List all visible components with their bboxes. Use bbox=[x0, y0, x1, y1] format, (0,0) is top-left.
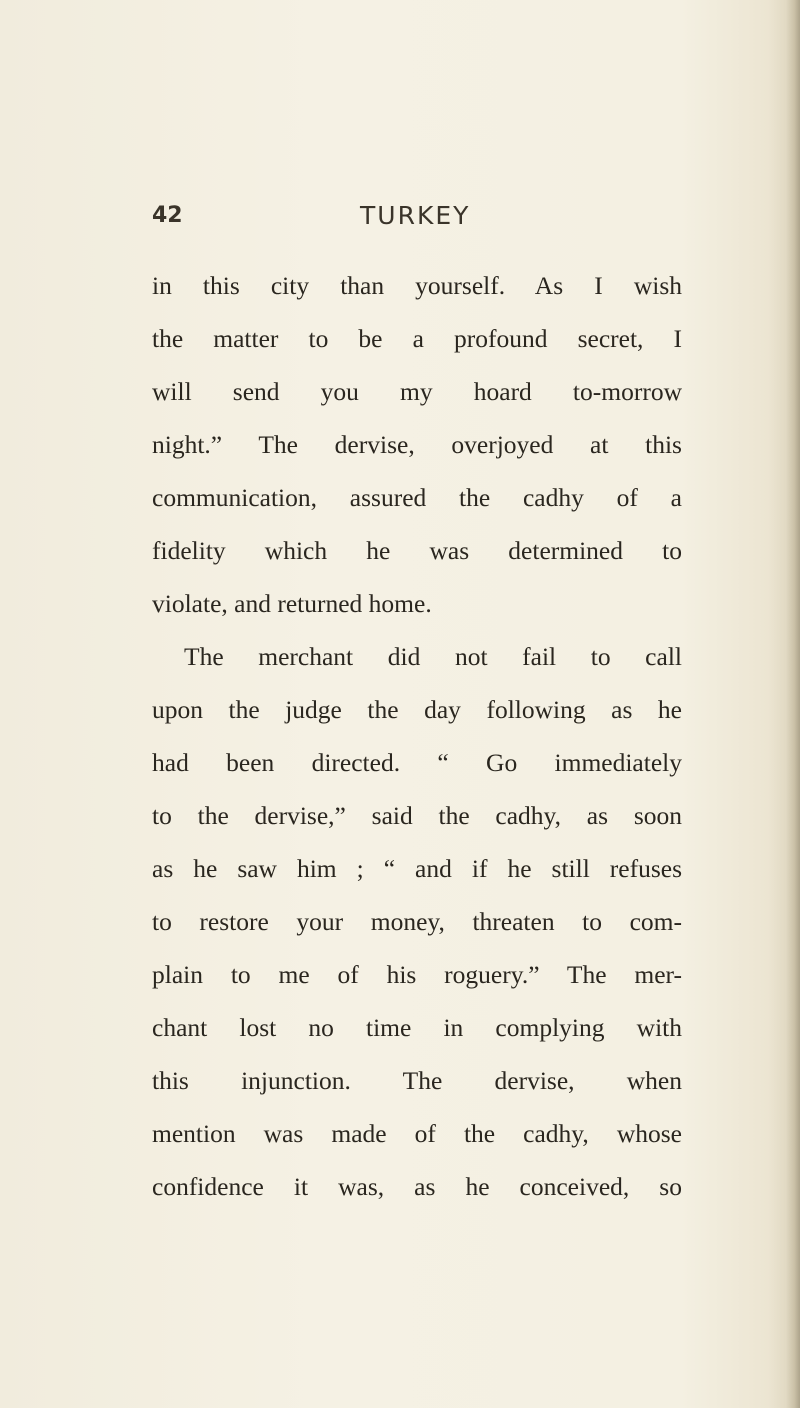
text-line: to restore your money, threaten to com- bbox=[152, 907, 682, 936]
text-line: plain to me of his roguery.” The mer- bbox=[152, 960, 682, 989]
page-header bbox=[152, 203, 672, 243]
text-line: communication, assured the cadhy of a bbox=[152, 483, 682, 512]
text-line: violate, and returned home. bbox=[152, 589, 432, 618]
body-text bbox=[152, 259, 682, 1213]
text-line: as he saw him ; “ and if he still refuses bbox=[152, 854, 682, 883]
text-line: upon the judge the day following as he bbox=[152, 695, 682, 724]
text-line: chant lost no time in complying with bbox=[152, 1013, 682, 1042]
text-line: to the dervise,” said the cadhy, as soon bbox=[152, 801, 682, 830]
running-head: TURKEY bbox=[360, 201, 471, 230]
text-line: confidence it was, as he conceived, so bbox=[152, 1172, 682, 1201]
text-line: fidelity which he was determined to bbox=[152, 536, 682, 565]
text-line: will send you my hoard to-morrow bbox=[152, 377, 682, 406]
text-line: in this city than yourself. As I wish bbox=[152, 271, 682, 300]
page-number: 42 bbox=[152, 203, 183, 228]
page-edge-shadow bbox=[786, 0, 800, 1408]
text-line: the matter to be a profound secret, I bbox=[152, 324, 682, 353]
text-line: had been directed. “ Go immediately bbox=[152, 748, 682, 777]
text-line: night.” The dervise, overjoyed at this bbox=[152, 430, 682, 459]
text-line: this injunction. The dervise, when bbox=[152, 1066, 682, 1095]
text-line: The merchant did not fail to call bbox=[184, 642, 682, 671]
text-line: mention was made of the cadhy, whose bbox=[152, 1119, 682, 1148]
